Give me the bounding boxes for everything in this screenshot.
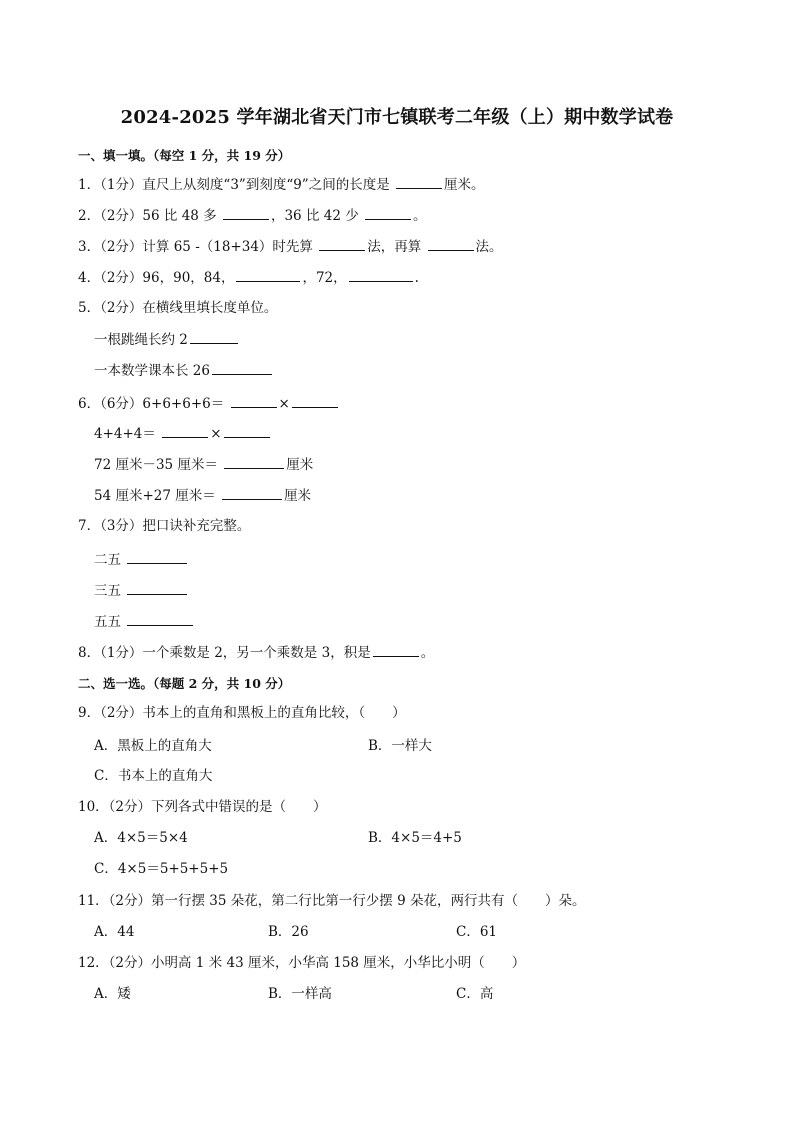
answer-blank[interactable] (236, 268, 300, 282)
q8-end: 。 (420, 645, 435, 661)
question-5: 5．（2分）在横线里填长度单位。 (78, 300, 278, 316)
q6-line-3 (94, 455, 313, 474)
q9-option-c[interactable]: C．书本上的直角大 (94, 768, 213, 784)
q6-line-3-unit: 厘米 (286, 457, 314, 473)
answer-blank[interactable] (292, 394, 338, 408)
q11-option-c[interactable]: C．61 (456, 924, 498, 940)
q12-option-a[interactable]: A．矮 (94, 986, 131, 1002)
question-11: 11．（2分）第一行摆 35 朵花，第二行比第一行少摆 9 朵花，两行共有（ ）朵。 (78, 893, 586, 909)
section-choice-heading: 二、选一选。（每题 2 分，共 10 分） (78, 676, 291, 691)
q12-option-c[interactable]: C．高 (456, 986, 494, 1002)
q2-text-a: 2．（2分）56 比 48 多 (78, 208, 217, 224)
question-2 (78, 206, 427, 225)
answer-blank[interactable] (224, 455, 284, 469)
answer-blank[interactable] (365, 206, 411, 220)
answer-blank[interactable] (373, 643, 419, 657)
answer-blank[interactable] (212, 361, 272, 375)
question-3 (78, 237, 503, 256)
answer-blank[interactable] (231, 394, 277, 408)
q10-option-a[interactable]: A．4×5＝5×4 (94, 830, 188, 846)
times-sign: × (210, 426, 222, 442)
question-1 (78, 175, 485, 194)
q6-line-4-unit: 厘米 (284, 488, 312, 504)
answer-blank[interactable] (190, 330, 238, 344)
answer-blank[interactable] (127, 550, 187, 564)
q9-option-b[interactable]: B．一样大 (368, 738, 432, 754)
answer-blank[interactable] (224, 424, 270, 438)
answer-blank[interactable] (396, 175, 442, 189)
q3-text-b: 法，再算 (367, 239, 422, 255)
answer-blank[interactable] (127, 581, 187, 595)
q6-line-4 (94, 486, 311, 505)
q8-text: 8．（1分）一个乘数是 2，另一个乘数是 3，积是 (78, 645, 371, 661)
q5-line-1 (94, 330, 240, 349)
q7-line-1 (94, 550, 189, 569)
q5-line-2 (94, 361, 274, 380)
q12-option-b[interactable]: B．一样高 (268, 986, 332, 1002)
q7-line-1-text: 二五 (94, 552, 121, 568)
answer-blank[interactable] (223, 206, 269, 220)
times-sign: × (278, 396, 290, 412)
answer-blank[interactable] (428, 237, 474, 251)
q11-option-b[interactable]: B．26 (268, 924, 309, 940)
q5-line-1-text: 一根跳绳长约 2 (94, 332, 188, 348)
q7-line-3 (94, 612, 195, 631)
question-7: 7．（3分）把口诀补充完整。 (78, 518, 251, 534)
q6-line-3-text: 72 厘米－35 厘米＝ (94, 457, 218, 473)
q5-line-2-text: 一本数学课本长 26 (94, 363, 210, 379)
question-6 (78, 394, 340, 413)
q7-line-3-text: 五五 (94, 614, 121, 630)
q7-line-2 (94, 581, 189, 600)
q2-text-b: ，36 比 42 少 (270, 208, 359, 224)
q10-option-c[interactable]: C．4×5＝5+5+5+5 (94, 861, 229, 877)
q3-text-c: 法。 (475, 239, 503, 255)
q6-line-4-text: 54 厘米+27 厘米＝ (94, 488, 216, 504)
q6-line-2 (94, 424, 272, 443)
q4-text-b: ，72， (302, 270, 347, 286)
answer-blank[interactable] (222, 486, 282, 500)
answer-blank[interactable] (162, 424, 208, 438)
answer-blank[interactable] (349, 268, 413, 282)
exam-title: 2024-2025 学年湖北省天门市七镇联考二年级（上）期中数学试卷 (120, 107, 674, 128)
q6-text: 6．（6分）6+6+6+6＝ (78, 396, 225, 412)
q10-option-b[interactable]: B．4×5＝4+5 (368, 830, 462, 846)
question-9: 9．（2分）书本上的直角和黑板上的直角比较，（ ） (78, 705, 406, 721)
q11-option-a[interactable]: A．44 (94, 924, 135, 940)
answer-blank[interactable] (319, 237, 365, 251)
question-8 (78, 643, 434, 662)
question-10: 10．（2分）下列各式中错误的是（ ） (78, 799, 327, 815)
q1-unit: 厘米。 (444, 177, 485, 193)
question-12: 12．（2分）小明高 1 米 43 厘米，小华高 158 厘米，小华比小明（ ） (78, 955, 526, 971)
question-4 (78, 268, 419, 287)
q4-text-a: 4．（2分）96，90，84， (78, 270, 235, 286)
answer-blank[interactable] (127, 612, 193, 626)
q4-text-c: . (414, 270, 419, 286)
q2-text-c: 。 (413, 208, 427, 224)
q3-text-a: 3．（2分）计算 65 -（18+34）时先算 (78, 239, 313, 255)
q9-option-a[interactable]: A．黑板上的直角大 (94, 738, 212, 754)
section-fill-in-heading: 一、填一填。（每空 1 分，共 19 分） (78, 148, 291, 163)
q7-line-2-text: 三五 (94, 583, 121, 599)
q1-text: 1．（1分）直尺上从刻度“3”到刻度“9”之间的长度是 (78, 177, 390, 193)
q6-line-2-text: 4+4+4＝ (94, 426, 156, 442)
